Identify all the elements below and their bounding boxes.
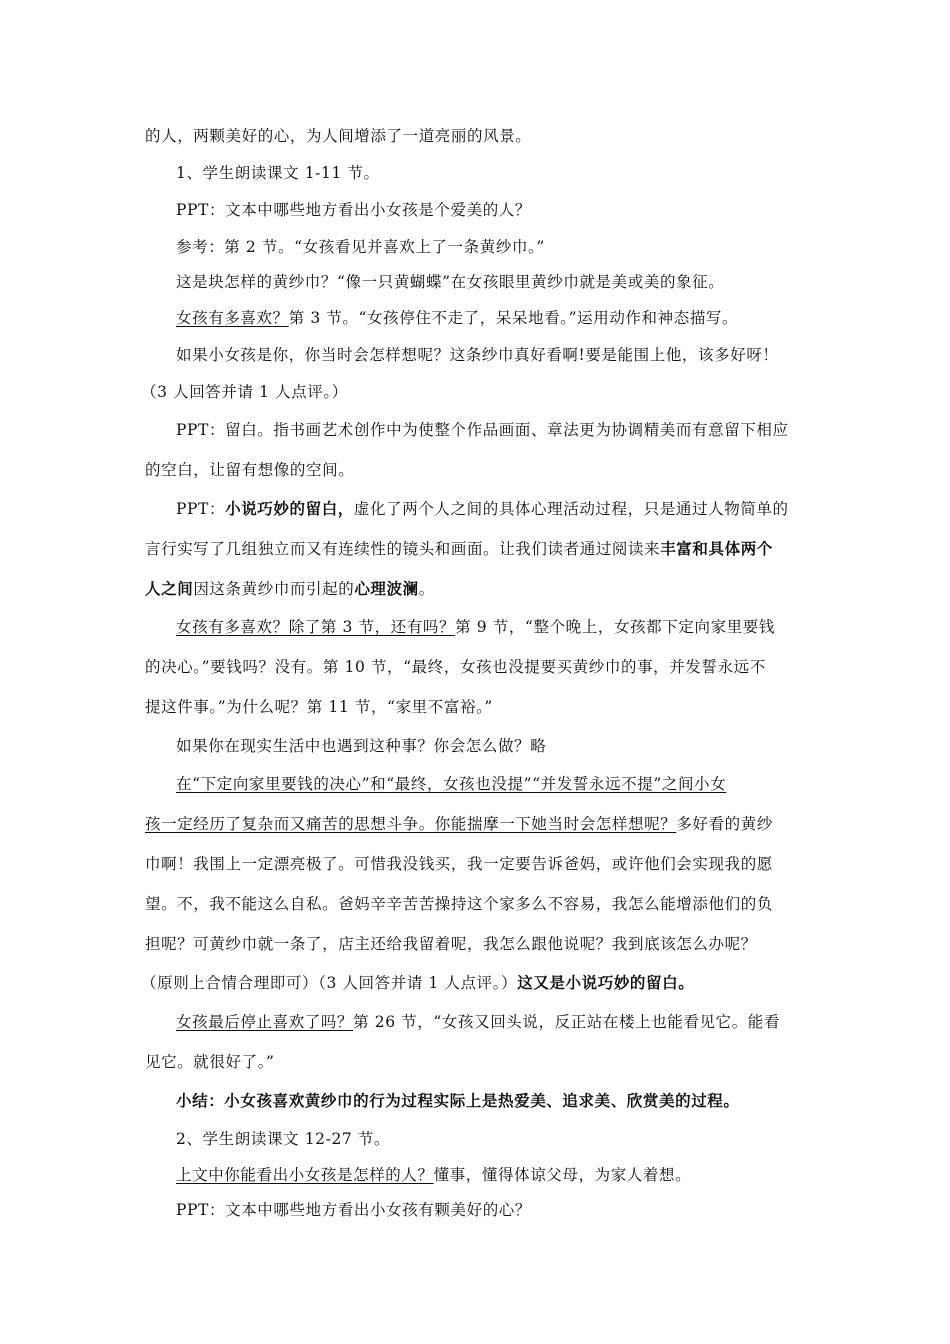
paragraph-line xyxy=(176,773,726,795)
bold-text: 小说巧妙的留白， xyxy=(225,499,354,518)
paragraph-line: PPT：留白。指书画艺术创作中为使整个作品画面、章法更为协调精美而有意留下相应 xyxy=(176,421,789,439)
paragraph-line: 人之间因这条黄纱巾而引起的心理波澜。 xyxy=(145,579,435,598)
paragraph-line: 的空白，让留有想像的空间。 xyxy=(145,461,355,479)
paragraph-line: 参考：第 2 节。“女孩看见并喜欢上了一条黄纱巾。” xyxy=(176,238,545,256)
underlined-question: 孩一定经历了复杂而又痛苦的思想斗争。你能揣摩一下她当时会怎样想呢？ xyxy=(145,815,677,833)
bold-text: 人之间 xyxy=(145,579,194,598)
bold-text: 这又是小说巧妙的留白。 xyxy=(517,973,695,992)
paragraph-line: 女孩有多喜欢？第 3 节。“女孩停住不走了，呆呆地看。”运用动作和神态描写。 xyxy=(176,309,739,327)
paragraph-line: PPT：文本中哪些地方看出小女孩是个爱美的人？ xyxy=(176,201,531,219)
paragraph-line: PPT：文本中哪些地方看出小女孩有颗美好的心？ xyxy=(176,1201,531,1219)
summary-line: 小结：小女孩喜欢黄纱巾的行为过程实际上是热爱美、追求美、欣赏美的过程。 xyxy=(176,1091,740,1110)
paragraph-line: 孩一定经历了复杂而又痛苦的思想斗争。你能揣摩一下她当时会怎样想呢？多好看的黄纱 xyxy=(145,815,773,833)
paragraph-line: 望。不，我不能这么自私。爸妈辛辛苦苦操持这个家多么不容易，我怎么能增添他们的负 xyxy=(145,895,773,913)
bold-text: 丰富和具体两个 xyxy=(660,539,773,558)
underlined-question: 女孩有多喜欢？除了第 3 节，还有吗？ xyxy=(176,618,456,636)
paragraph-line: （原则上合情合理即可）（3 人回答并请 1 人点评。）这又是小说巧妙的留白。 xyxy=(141,973,695,992)
underlined-question: 上文中你能看出小女孩是怎样的人？ xyxy=(176,1166,434,1184)
paragraph-line: PPT：小说巧妙的留白，虚化了两个人之间的具体心理活动过程，只是通过人物简单的 xyxy=(176,499,789,518)
paragraph-line: 的决心。”要钱吗？没有。第 10 节，“最终，女孩也没提要买黄纱巾的事，并发誓永远不 xyxy=(145,658,766,676)
bold-text: 心理波澜 xyxy=(354,579,419,598)
paragraph-line: 女孩最后停止喜欢了吗？第 26 节，“女孩又回头说，反正站在楼上也能看见它。能看 xyxy=(176,1013,781,1031)
underlined-question: 在“下定向家里要钱的决心”和“最终，女孩也没提”“并发誓永远不提”之间小女 xyxy=(176,775,727,793)
paragraph-line: 提这件事。”为什么呢？第 11 节，“家里不富裕。” xyxy=(145,698,493,716)
paragraph-line: 见它。就很好了。” xyxy=(145,1053,275,1071)
underlined-question: 女孩最后停止喜欢了吗？ xyxy=(176,1013,354,1031)
paragraph-line: （3 人回答并请 1 人点评。） xyxy=(141,383,348,401)
paragraph-line: 2、学生朗读课文 12-27 节。 xyxy=(176,1130,391,1148)
paragraph-line: 如果小女孩是你，你当时会怎样想呢？这条纱巾真好看啊!要是能围上他，该多好呀！ xyxy=(176,346,779,364)
paragraph-line: 1、学生朗读课文 1-11 节。 xyxy=(176,164,380,182)
paragraph-line: 言行实写了几组独立而又有连续性的镜头和画面。让我们读者通过阅读来丰富和具体两个 xyxy=(145,539,773,558)
paragraph-line: 如果你在现实生活中也遇到这种事？你会怎么做？略 xyxy=(176,737,547,755)
paragraph-line: 这是块怎样的黄纱巾？“像一只黄蝴蝶”在女孩眼里黄纱巾就是美或美的象征。 xyxy=(176,273,725,291)
paragraph-line: 的人，两颗美好的心，为人间增添了一道亮丽的风景。 xyxy=(145,127,532,145)
paragraph-line: 女孩有多喜欢？除了第 3 节，还有吗？第 9 节，“整个晚上，女孩都下定向家里要钱 xyxy=(176,618,775,636)
paragraph-line: 担呢？可黄纱巾就一条了，店主还给我留着呢，我怎么跟他说呢？我到底该怎么办呢？ xyxy=(145,935,757,953)
underlined-question: 女孩有多喜欢？ xyxy=(176,309,289,327)
paragraph-line: 上文中你能看出小女孩是怎样的人？懂事，懂得体谅父母，为家人着想。 xyxy=(176,1166,692,1184)
paragraph-line: 巾啊！我围上一定漂亮极了。可惜我没钱买，我一定要告诉爸妈，或许他们会实现我的愿 xyxy=(145,855,773,873)
